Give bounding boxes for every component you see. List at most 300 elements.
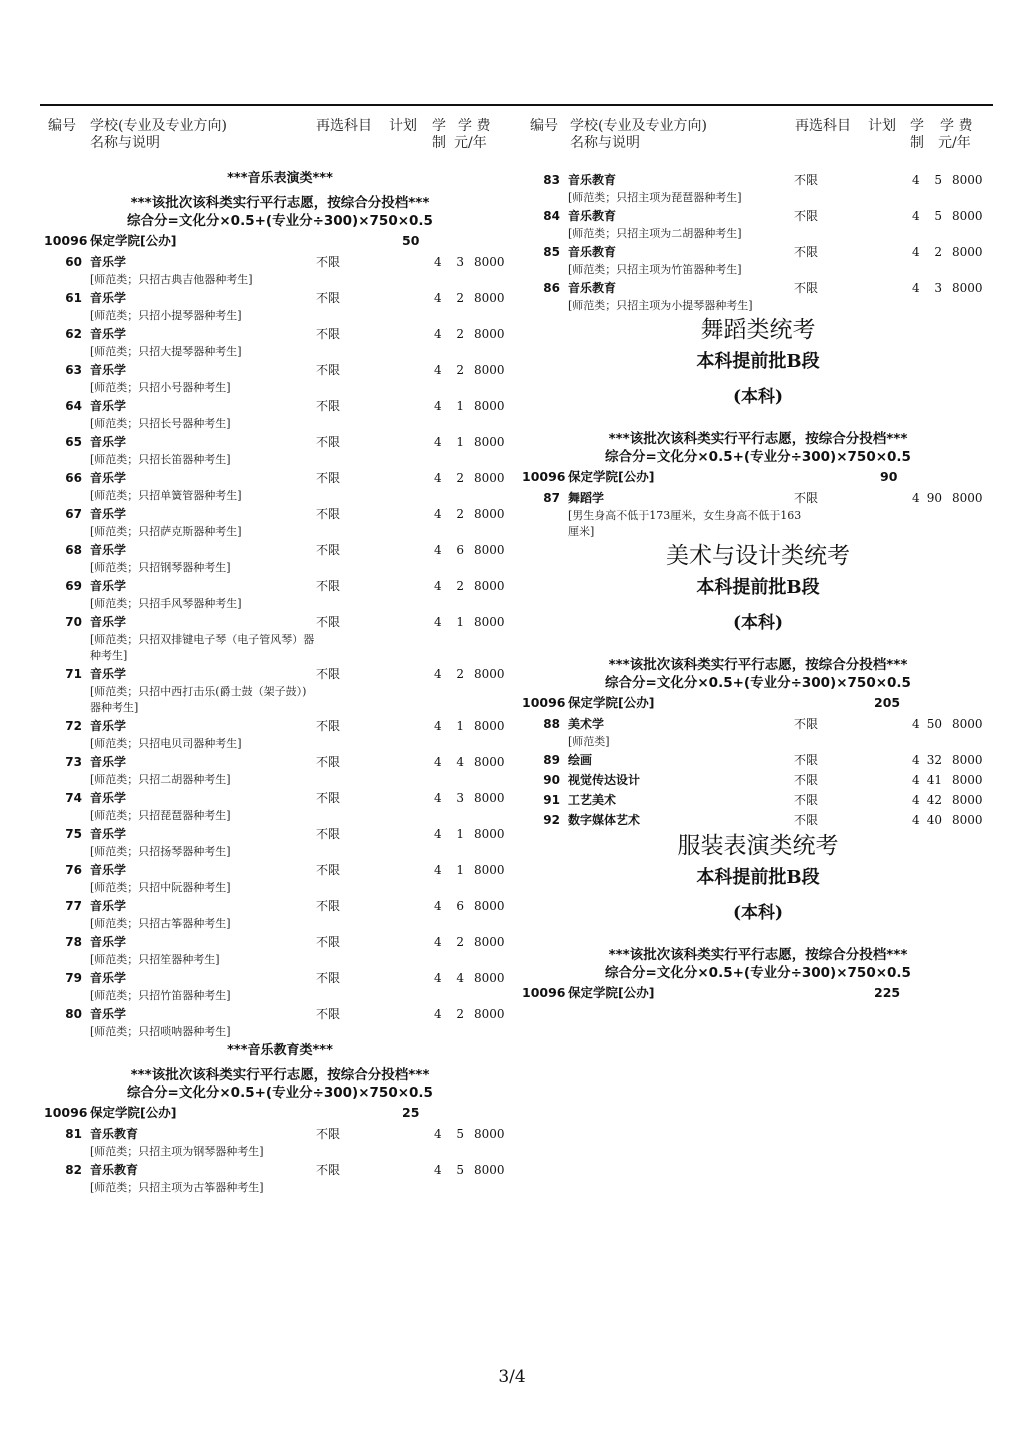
major-name: 音乐学 — [90, 291, 127, 305]
major-description: [师范类；只招二胡器种考生] — [90, 773, 231, 786]
major-name: 音乐学 — [90, 363, 127, 377]
study-years: 4 — [912, 813, 920, 827]
major-name: 音乐学 — [90, 327, 127, 341]
study-years: 4 — [434, 899, 442, 913]
major-name: 绘画 — [568, 753, 593, 767]
tuition-fee: 8000 — [474, 1127, 505, 1141]
reselect-subjects: 不限 — [316, 615, 341, 629]
reselect-subjects: 不限 — [316, 255, 341, 269]
major-number: 69 — [65, 579, 82, 593]
major-description: [男生身高不低于173厘米，女生身高不低于163 — [568, 509, 802, 522]
header-no: 编号 — [530, 118, 558, 134]
plan-count: 3 — [934, 281, 942, 295]
reselect-subjects: 不限 — [316, 399, 341, 413]
reselect-subjects: 不限 — [794, 793, 819, 807]
major-number: 86 — [543, 281, 560, 295]
study-years: 4 — [434, 755, 442, 769]
major-name: 音乐教育 — [568, 209, 617, 223]
school-code: 10096 — [44, 1105, 88, 1120]
major-number: 92 — [543, 813, 560, 827]
header-subjects: 再选科目 — [316, 118, 372, 134]
major-name: 音乐学 — [90, 1007, 127, 1021]
school-plan: 205 — [874, 695, 901, 710]
major-row — [44, 540, 516, 560]
school-plan: 225 — [874, 985, 901, 1000]
tuition-fee: 8000 — [474, 543, 505, 557]
plan-count: 40 — [926, 813, 942, 827]
tuition-fee: 8000 — [474, 507, 505, 521]
study-years: 4 — [912, 173, 920, 187]
header-plan: 计划 — [389, 118, 417, 134]
major-number: 72 — [65, 719, 82, 733]
tuition-fee: 8000 — [474, 363, 505, 377]
major-row — [44, 1160, 516, 1180]
study-years: 4 — [912, 281, 920, 295]
major-description: [师范类；只招长笛器种考生] — [90, 453, 231, 466]
major-number: 70 — [65, 615, 82, 629]
major-description: [师范类；只招小号器种考生] — [90, 381, 231, 394]
major-number: 60 — [65, 255, 82, 269]
reselect-subjects: 不限 — [316, 291, 341, 305]
plan-count: 5 — [456, 1127, 464, 1141]
major-number: 88 — [543, 717, 560, 731]
plan-count: 2 — [456, 327, 464, 341]
study-years: 4 — [434, 1163, 442, 1177]
major-number: 73 — [65, 755, 82, 769]
major-row — [44, 716, 516, 736]
major-number: 63 — [65, 363, 82, 377]
major-number: 74 — [65, 791, 82, 805]
admission-note: ***该批次该科类实行平行志愿，按综合分投档*** — [130, 195, 430, 211]
major-row — [44, 968, 516, 988]
major-description: [师范类；只招主项为小提琴器种考生] — [568, 299, 753, 312]
major-description: [师范类；只招笙器种考生] — [90, 953, 220, 966]
school-row — [44, 230, 516, 252]
major-description: [师范类；只招小提琴器种考生] — [90, 309, 242, 322]
tuition-fee: 8000 — [474, 755, 505, 769]
major-description: [师范类；只招古筝器种考生] — [90, 917, 231, 930]
right-column — [522, 118, 994, 1004]
major-number: 66 — [65, 471, 82, 485]
plan-count: 90 — [926, 491, 942, 505]
reselect-subjects: 不限 — [316, 543, 341, 557]
tuition-fee: 8000 — [474, 327, 505, 341]
plan-count: 2 — [934, 245, 942, 259]
major-description: [师范类；只招古典吉他器种考生] — [90, 273, 253, 286]
major-description: [师范类；只招双排键电子琴（电子管风琴）器 — [90, 633, 315, 646]
major-name: 音乐教育 — [90, 1127, 139, 1141]
major-name: 音乐学 — [90, 255, 127, 269]
major-number: 62 — [65, 327, 82, 341]
major-name: 音乐学 — [90, 863, 127, 877]
major-description: [师范类；只招唢呐器种考生] — [90, 1025, 231, 1038]
tuition-fee: 8000 — [952, 753, 983, 767]
score-formula: 综合分=文化分×0.5+(专业分÷300)×750×0.5 — [605, 675, 911, 691]
school-name: 保定学院[公办] — [568, 695, 655, 710]
major-row — [44, 504, 516, 524]
tuition-fee: 8000 — [474, 935, 505, 949]
tuition-fee: 8000 — [952, 245, 983, 259]
study-years: 4 — [434, 291, 442, 305]
tuition-fee: 8000 — [474, 863, 505, 877]
major-number: 61 — [65, 291, 82, 305]
reselect-subjects: 不限 — [316, 755, 341, 769]
tuition-fee: 8000 — [952, 209, 983, 223]
plan-count: 2 — [456, 667, 464, 681]
major-row — [522, 790, 994, 810]
study-years: 4 — [912, 209, 920, 223]
reselect-subjects: 不限 — [794, 813, 819, 827]
school-name: 保定学院[公办] — [90, 233, 177, 248]
plan-count: 2 — [456, 471, 464, 485]
major-name: 音乐学 — [90, 971, 127, 985]
score-formula: 综合分=文化分×0.5+(专业分÷300)×750×0.5 — [605, 965, 911, 981]
study-years: 4 — [912, 773, 920, 787]
major-number: 68 — [65, 543, 82, 557]
plan-count: 42 — [926, 793, 942, 807]
major-description: [师范类；只招主项为竹笛器种考生] — [568, 263, 742, 276]
header-school-2: 名称与说明 — [570, 135, 640, 151]
school-row — [44, 1102, 516, 1124]
plan-count: 1 — [456, 863, 464, 877]
major-name: 音乐教育 — [90, 1163, 139, 1177]
admission-note: ***该批次该科类实行平行志愿，按综合分投档*** — [608, 947, 908, 963]
major-row — [44, 788, 516, 808]
reselect-subjects: 不限 — [316, 435, 341, 449]
header-fee: 学 费 — [458, 118, 491, 134]
major-description: [师范类；只招长号器种考生] — [90, 417, 231, 430]
major-description: [师范类；只招萨克斯器种考生] — [90, 525, 242, 538]
school-name: 保定学院[公办] — [568, 985, 655, 1000]
header-school: 学校(专业及专业方向) — [90, 118, 227, 134]
major-name: 音乐学 — [90, 579, 127, 593]
level-label: (本科) — [732, 903, 784, 923]
major-number: 71 — [65, 667, 82, 681]
reselect-subjects: 不限 — [316, 1007, 341, 1021]
column-header — [522, 118, 994, 170]
reselect-subjects: 不限 — [794, 281, 819, 295]
score-formula: 综合分=文化分×0.5+(专业分÷300)×750×0.5 — [127, 213, 433, 229]
tuition-fee: 8000 — [474, 471, 505, 485]
major-list — [44, 1124, 516, 1196]
plan-count: 50 — [926, 717, 942, 731]
study-years: 4 — [434, 971, 442, 985]
major-name: 音乐学 — [90, 507, 127, 521]
study-years: 4 — [434, 863, 442, 877]
school-code: 10096 — [522, 695, 566, 710]
school-name: 保定学院[公办] — [90, 1105, 177, 1120]
study-years: 4 — [434, 363, 442, 377]
reselect-subjects: 不限 — [316, 935, 341, 949]
major-number: 77 — [65, 899, 82, 913]
school-name: 保定学院[公办] — [568, 469, 655, 484]
tuition-fee: 8000 — [474, 1007, 505, 1021]
study-years: 4 — [434, 791, 442, 805]
study-years: 4 — [434, 667, 442, 681]
major-row — [44, 324, 516, 344]
category-heading: ***音乐表演类*** — [227, 171, 333, 186]
major-description: [师范类；只招钢琴器种考生] — [90, 561, 231, 574]
header-years: 学 — [432, 118, 446, 134]
column-header — [44, 118, 516, 170]
exam-title: 美术与设计类统考 — [666, 543, 850, 569]
tuition-fee: 8000 — [474, 291, 505, 305]
major-row — [44, 288, 516, 308]
major-name: 工艺美术 — [568, 793, 617, 807]
major-row — [522, 750, 994, 770]
section-fashion-show — [522, 830, 994, 1004]
tuition-fee: 8000 — [952, 813, 983, 827]
major-row — [44, 824, 516, 844]
school-plan: 90 — [880, 469, 898, 484]
study-years: 4 — [434, 935, 442, 949]
major-name: 音乐学 — [90, 899, 127, 913]
study-years: 4 — [434, 827, 442, 841]
admission-note: ***该批次该科类实行平行志愿，按综合分投档*** — [608, 431, 908, 447]
exam-title: 服装表演类统考 — [677, 833, 839, 859]
major-row — [522, 278, 994, 298]
reselect-subjects: 不限 — [794, 773, 819, 787]
major-row — [44, 360, 516, 380]
major-name: 音乐学 — [90, 471, 127, 485]
batch-label: 本科提前批B段 — [696, 577, 820, 598]
major-number: 76 — [65, 863, 82, 877]
major-name: 视觉传达设计 — [568, 773, 641, 787]
header-no: 编号 — [48, 118, 76, 134]
tuition-fee: 8000 — [474, 971, 505, 985]
major-row — [44, 664, 516, 684]
tuition-fee: 8000 — [474, 667, 505, 681]
major-number: 89 — [543, 753, 560, 767]
major-number: 84 — [543, 209, 560, 223]
major-row — [44, 396, 516, 416]
major-row — [44, 432, 516, 452]
plan-count: 1 — [456, 827, 464, 841]
top-rule — [40, 104, 993, 106]
major-row — [44, 252, 516, 272]
major-number: 91 — [543, 793, 560, 807]
major-row — [522, 810, 994, 830]
header-years: 学 — [910, 118, 924, 134]
plan-count: 2 — [456, 935, 464, 949]
study-years: 4 — [434, 719, 442, 733]
plan-count: 5 — [934, 173, 942, 187]
reselect-subjects: 不限 — [794, 245, 819, 259]
section-music-education — [44, 1042, 516, 1196]
major-name: 音乐教育 — [568, 281, 617, 295]
school-row — [522, 466, 994, 488]
major-row — [522, 714, 994, 734]
major-description: 厘米] — [568, 525, 595, 538]
plan-count: 1 — [456, 615, 464, 629]
reselect-subjects: 不限 — [316, 327, 341, 341]
major-description: [师范类；只招主项为二胡器种考生] — [568, 227, 742, 240]
reselect-subjects: 不限 — [316, 363, 341, 377]
school-row — [522, 692, 994, 714]
major-description: [师范类；只招扬琴器种考生] — [90, 845, 231, 858]
major-number: 78 — [65, 935, 82, 949]
reselect-subjects: 不限 — [794, 491, 819, 505]
major-row — [522, 170, 994, 190]
header-years-2: 制 — [432, 135, 446, 151]
reselect-subjects: 不限 — [316, 791, 341, 805]
plan-count: 4 — [456, 971, 464, 985]
tuition-fee: 8000 — [474, 1163, 505, 1177]
major-description: [师范类；只招主项为钢琴器种考生] — [90, 1145, 264, 1158]
school-plan: 50 — [402, 233, 420, 248]
tuition-fee: 8000 — [474, 827, 505, 841]
major-name: 音乐学 — [90, 827, 127, 841]
reselect-subjects: 不限 — [316, 471, 341, 485]
admission-note: ***该批次该科类实行平行志愿，按综合分投档*** — [608, 657, 908, 673]
major-name: 音乐学 — [90, 543, 127, 557]
reselect-subjects: 不限 — [316, 579, 341, 593]
plan-count: 2 — [456, 579, 464, 593]
major-row — [44, 468, 516, 488]
study-years: 4 — [434, 615, 442, 629]
header-fee-2: 元/年 — [454, 135, 487, 151]
school-plan: 25 — [402, 1105, 420, 1120]
major-name: 音乐教育 — [568, 173, 617, 187]
exam-title: 舞蹈类统考 — [700, 317, 816, 343]
plan-count: 41 — [926, 773, 942, 787]
major-description: [师范类；只招中西打击乐(爵士鼓（架子鼓）) — [90, 685, 307, 698]
major-row — [44, 752, 516, 772]
header-school-2: 名称与说明 — [90, 135, 160, 151]
major-number: 64 — [65, 399, 82, 413]
major-number: 67 — [65, 507, 82, 521]
study-years: 4 — [434, 399, 442, 413]
major-number: 87 — [543, 491, 560, 505]
plan-count: 2 — [456, 1007, 464, 1021]
plan-count: 1 — [456, 435, 464, 449]
batch-label: 本科提前批B段 — [696, 867, 820, 888]
plan-count: 3 — [456, 255, 464, 269]
study-years: 4 — [434, 471, 442, 485]
major-name: 音乐学 — [90, 791, 127, 805]
major-name: 音乐学 — [90, 719, 127, 733]
study-years: 4 — [434, 255, 442, 269]
major-name: 美术学 — [568, 717, 605, 731]
tuition-fee: 8000 — [952, 281, 983, 295]
header-fee: 学 费 — [940, 118, 973, 134]
level-label: (本科) — [732, 613, 784, 633]
study-years: 4 — [434, 327, 442, 341]
major-number: 90 — [543, 773, 560, 787]
major-number: 81 — [65, 1127, 82, 1141]
study-years: 4 — [434, 507, 442, 521]
reselect-subjects: 不限 — [316, 827, 341, 841]
school-code: 10096 — [44, 233, 88, 248]
plan-count: 3 — [456, 791, 464, 805]
plan-count: 5 — [456, 1163, 464, 1177]
plan-count: 2 — [456, 291, 464, 305]
section-music-performance — [44, 170, 516, 1040]
major-row — [44, 1124, 516, 1144]
major-row — [44, 860, 516, 880]
major-row — [44, 612, 516, 632]
major-description: 种考生] — [90, 649, 128, 662]
reselect-subjects: 不限 — [316, 971, 341, 985]
school-row — [522, 982, 994, 1004]
major-number: 82 — [65, 1163, 82, 1177]
study-years: 4 — [912, 717, 920, 731]
major-list-continued — [522, 170, 994, 314]
section-art-design — [522, 540, 994, 830]
tuition-fee: 8000 — [474, 719, 505, 733]
level-label: (本科) — [732, 387, 784, 407]
major-number: 85 — [543, 245, 560, 259]
reselect-subjects: 不限 — [316, 1163, 341, 1177]
school-code: 10096 — [522, 985, 566, 1000]
header-subjects: 再选科目 — [795, 118, 851, 134]
major-row — [522, 242, 994, 262]
major-name: 音乐学 — [90, 935, 127, 949]
major-description: [师范类；只招大提琴器种考生] — [90, 345, 242, 358]
tuition-fee: 8000 — [474, 791, 505, 805]
major-description: [师范类；只招琵琶器种考生] — [90, 809, 231, 822]
major-row — [522, 206, 994, 226]
score-formula: 综合分=文化分×0.5+(专业分÷300)×750×0.5 — [605, 449, 911, 465]
major-list — [522, 714, 994, 830]
batch-label: 本科提前批B段 — [696, 351, 820, 372]
major-number: 75 — [65, 827, 82, 841]
reselect-subjects: 不限 — [316, 507, 341, 521]
score-formula: 综合分=文化分×0.5+(专业分÷300)×750×0.5 — [127, 1085, 433, 1101]
study-years: 4 — [434, 543, 442, 557]
tuition-fee: 8000 — [474, 435, 505, 449]
major-description: [师范类；只招单簧管器种考生] — [90, 489, 242, 502]
study-years: 4 — [912, 753, 920, 767]
major-name: 音乐学 — [90, 615, 127, 629]
reselect-subjects: 不限 — [316, 667, 341, 681]
tuition-fee: 8000 — [474, 615, 505, 629]
plan-count: 6 — [456, 899, 464, 913]
major-name: 音乐学 — [90, 435, 127, 449]
tuition-fee: 8000 — [474, 399, 505, 413]
major-row — [44, 896, 516, 916]
major-number: 65 — [65, 435, 82, 449]
major-description: [师范类；只招主项为古筝器种考生] — [90, 1181, 264, 1194]
study-years: 4 — [434, 1007, 442, 1021]
major-description: 器种考生] — [90, 701, 139, 714]
category-heading: ***音乐教育类*** — [227, 1043, 333, 1058]
study-years: 4 — [434, 1127, 442, 1141]
major-name: 音乐教育 — [568, 245, 617, 259]
major-number: 83 — [543, 173, 560, 187]
reselect-subjects: 不限 — [794, 173, 819, 187]
plan-count: 6 — [456, 543, 464, 557]
major-name: 音乐学 — [90, 755, 127, 769]
major-number: 79 — [65, 971, 82, 985]
study-years: 4 — [912, 793, 920, 807]
page-number: 3/4 — [498, 1367, 526, 1387]
plan-count: 2 — [456, 507, 464, 521]
reselect-subjects: 不限 — [794, 753, 819, 767]
reselect-subjects: 不限 — [316, 863, 341, 877]
major-row — [522, 488, 994, 508]
tuition-fee: 8000 — [952, 773, 983, 787]
reselect-subjects: 不限 — [794, 209, 819, 223]
major-description: [师范类] — [568, 735, 610, 748]
tuition-fee: 8000 — [952, 793, 983, 807]
major-number: 80 — [65, 1007, 82, 1021]
major-name: 数字媒体艺术 — [568, 813, 641, 827]
plan-count: 1 — [456, 399, 464, 413]
major-list — [522, 488, 994, 540]
header-school: 学校(专业及专业方向) — [570, 118, 707, 134]
major-description: [师范类；只招电贝司器种考生] — [90, 737, 242, 750]
